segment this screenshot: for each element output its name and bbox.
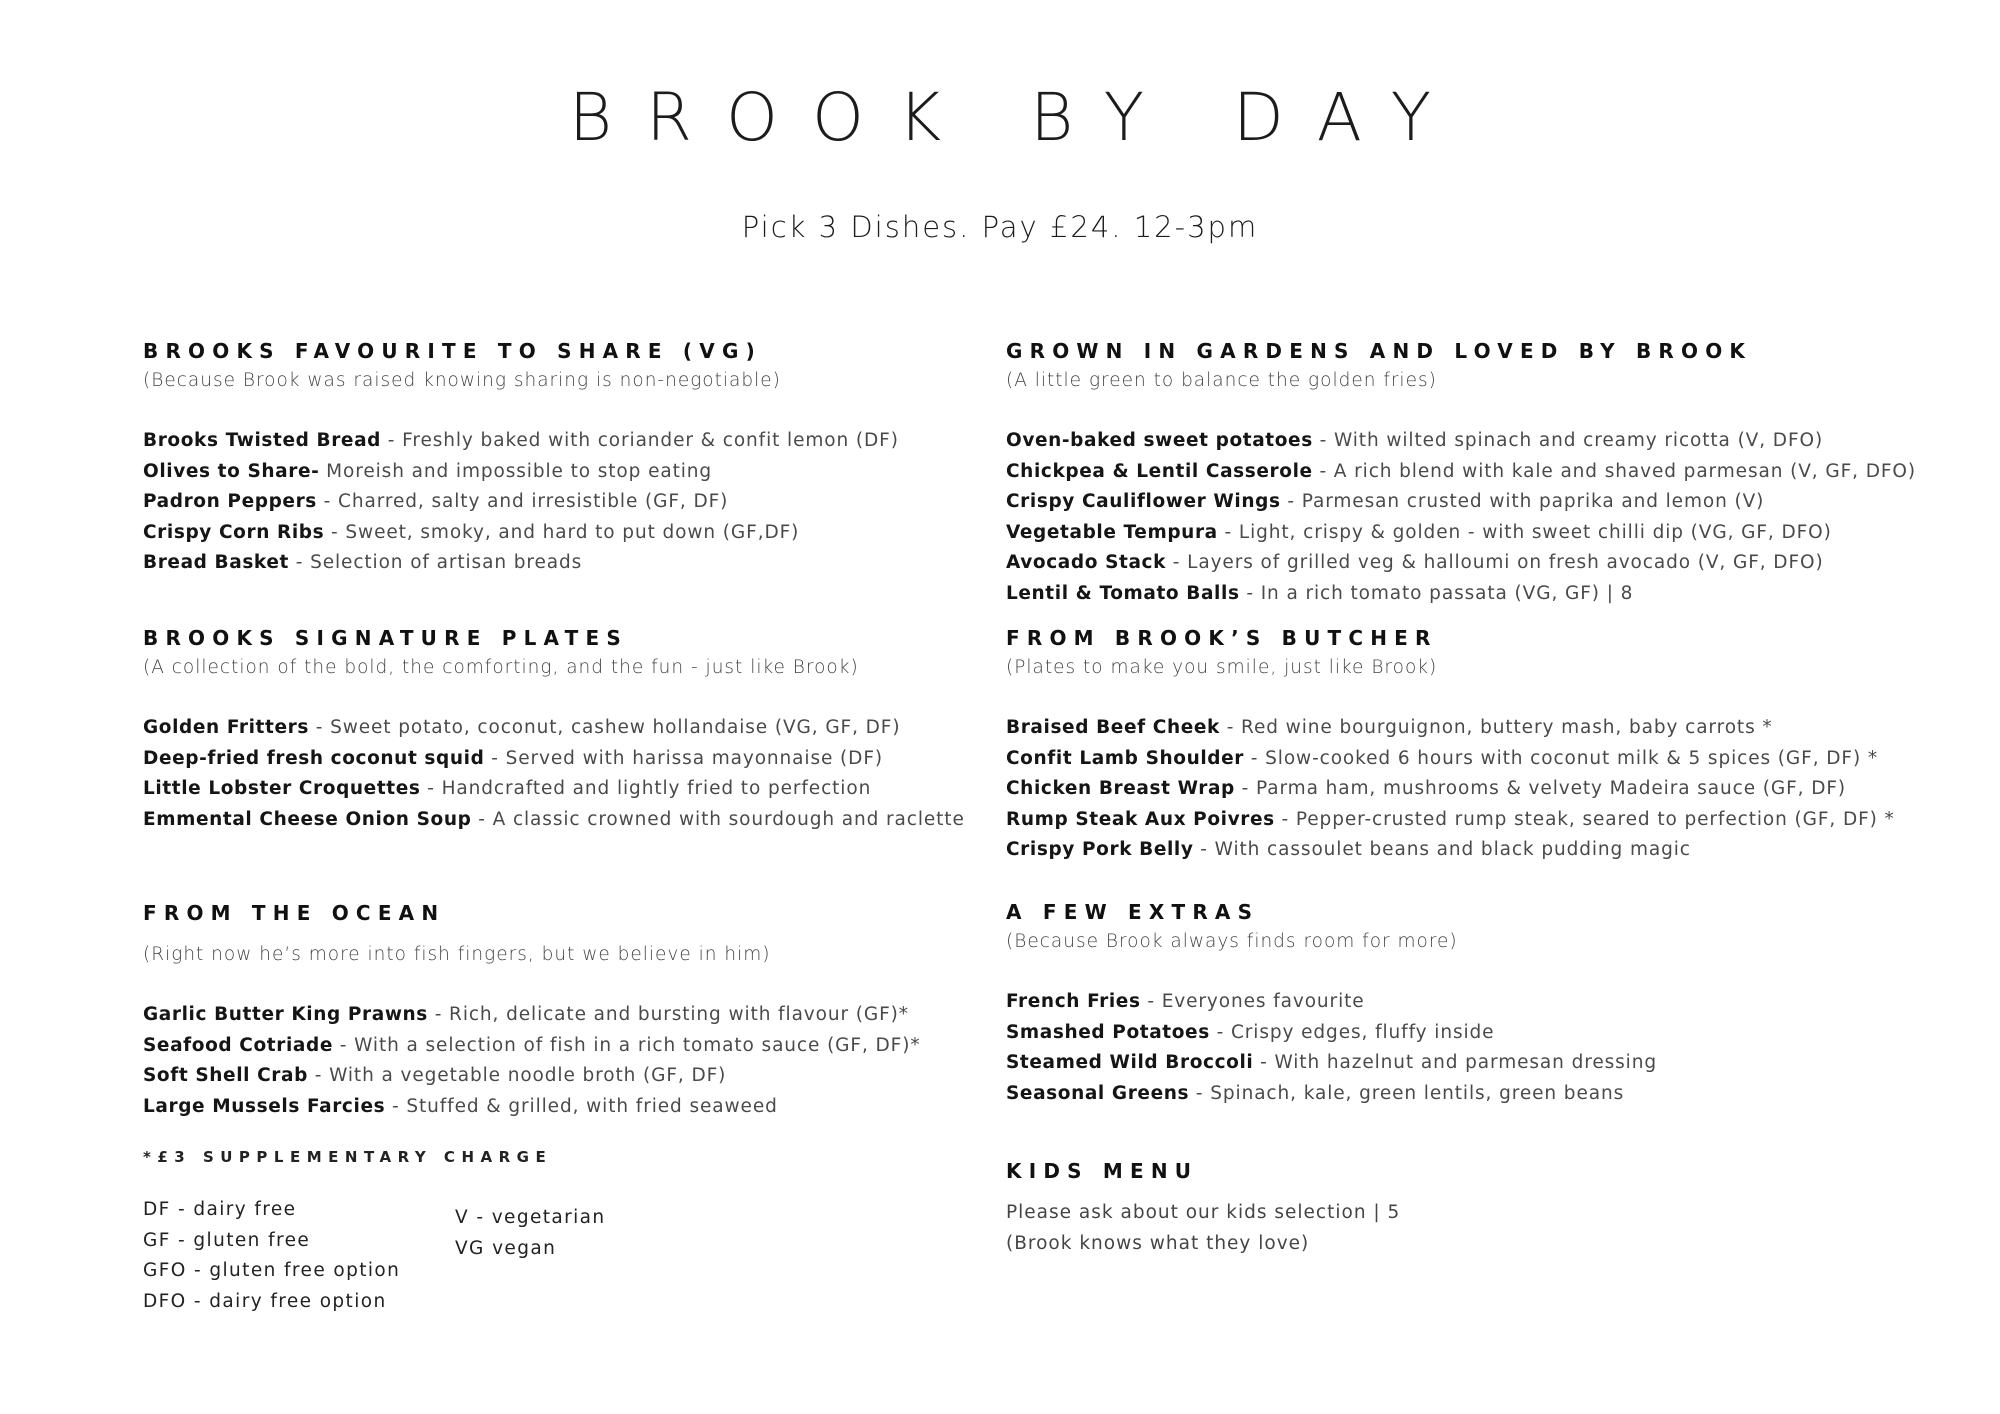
menu-item [1006, 835, 1866, 866]
section-note: (A collection of the bold, the comforting, and the fun - just like Brook) [143, 657, 859, 678]
kids-menu-note: (Brook knows what they love) [1006, 1232, 1310, 1254]
menu-list [1006, 987, 1866, 1109]
section-note: (A little green to balance the golden fries) [1006, 370, 1437, 391]
section-note: (Right now he’s more into fish fingers, but we believe in him) [143, 944, 771, 965]
menu-item [1006, 1048, 1866, 1079]
dish-name: Bread Basket [143, 552, 289, 573]
dish-desc: - Rich, delicate and bursting with flavour (GF)* [427, 1004, 909, 1025]
legend-entry: GF - gluten free [143, 1229, 311, 1251]
dish-desc: - Red wine bourguignon, buttery mash, baby carrots * [1219, 717, 1773, 738]
menu-item [1006, 487, 1866, 518]
dish-desc: - Freshly baked with coriander & confit lemon (DF) [381, 430, 899, 451]
dish-desc: - Sweet, smoky, and hard to put down (GF,DF) [324, 521, 800, 543]
dish-desc: - Charred, salty and irresistible (GF, DF) [316, 491, 729, 512]
section-share [143, 336, 1003, 579]
dish-name: Seasonal Greens [1006, 1082, 1190, 1104]
dish-desc: - Handcrafted and lightly fried to perfection [420, 778, 872, 799]
menu-item [143, 487, 1003, 518]
menu-list [1006, 713, 1895, 866]
section-ocean [143, 898, 1003, 1122]
section-heading: BROOKS SIGNATURE PLATES [143, 626, 628, 650]
supplementary-charge-note: *£3 SUPPLEMENTARY CHARGE [143, 1148, 553, 1166]
legend-entry: VG vegan [455, 1237, 557, 1259]
menu-list [143, 426, 1003, 579]
section-heading: BROOKS FAVOURITE TO SHARE (VG) [143, 339, 762, 363]
dish-desc: - In a rich tomato passata (VG, GF) | 8 [1239, 582, 1634, 604]
menu-item [1006, 1079, 1866, 1110]
dish-name: Golden Fritters [143, 717, 309, 738]
dish-name: Vegetable Tempura [1006, 521, 1218, 543]
dish-desc: - Parmesan crusted with paprika and lemon (V) [1280, 491, 1765, 512]
dish-name: Deep-fried fresh coconut squid [143, 747, 485, 769]
menu-item [143, 426, 1003, 457]
section-note: (Plates to make you smile, just like Brook) [1006, 657, 1438, 678]
dish-desc: - A classic crowned with sourdough and raclette [471, 808, 965, 830]
dish-desc: - Served with harissa mayonnaise (DF) [484, 747, 883, 769]
dish-name: Soft Shell Crab [143, 1065, 308, 1086]
menu-item [143, 1031, 1003, 1062]
menu-item [143, 805, 1003, 836]
dish-name: Padron Peppers [143, 491, 317, 512]
dish-name: Olives to Share- [143, 460, 320, 482]
menu-item [1006, 744, 1878, 775]
section-signature [143, 623, 1003, 835]
menu-item [143, 713, 1003, 744]
legend-entry: DF - dairy free [143, 1199, 297, 1220]
dish-name: Emmental Cheese Onion Soup [143, 808, 472, 830]
section-note: (Because Brook was raised knowing sharing is non-negotiable) [143, 370, 781, 391]
menu-item [1006, 713, 1866, 744]
section-heading: FROM THE OCEAN [143, 901, 446, 925]
dish-name: Little Lobster Croquettes [143, 778, 421, 799]
dish-name: Lentil & Tomato Balls [1006, 582, 1240, 604]
section-butcher [1006, 623, 1895, 866]
dish-name: Confit Lamb Shoulder [1006, 747, 1244, 769]
dietary-legend-left [143, 1195, 400, 1317]
dish-desc: - Crispy edges, fluffy inside [1209, 1021, 1495, 1043]
dish-name: Large Mussels Farcies [143, 1095, 386, 1117]
section-heading: GROWN IN GARDENS AND LOVED BY BROOK [1006, 339, 1753, 363]
dish-desc: - Sweet potato, coconut, cashew hollandaise (VG, GF, DF) [308, 717, 901, 738]
section-gardens [1006, 336, 1916, 609]
menu-item [143, 1092, 1003, 1123]
legend-entry: DFO - dairy free option [143, 1290, 387, 1312]
menu-list [143, 1000, 1003, 1122]
dish-desc: - Light, crispy & golden - with sweet chilli dip (VG, GF, DFO) [1217, 521, 1832, 543]
dish-name: Brooks Twisted Bread [143, 430, 382, 451]
kids-menu-text: Please ask about our kids selection | 5 [1006, 1202, 1401, 1223]
dish-desc: - With hazelnut and parmesan dressing [1253, 1052, 1657, 1073]
dish-desc: - With cassoulet beans and black pudding magic [1193, 839, 1691, 860]
dietary-legend-right [455, 1203, 606, 1264]
dish-name: Crispy Corn Ribs [143, 521, 325, 543]
dish-name: Garlic Butter King Prawns [143, 1004, 428, 1025]
dish-desc: - Spinach, kale, green lentils, green beans [1189, 1082, 1625, 1104]
menu-item [143, 744, 1003, 775]
dish-desc: - Parma ham, mushrooms & velvety Madeira sauce (GF, DF) [1234, 778, 1847, 799]
menu-item [143, 548, 1003, 579]
menu-item [1006, 457, 1916, 488]
dish-name: Chicken Breast Wrap [1006, 778, 1235, 799]
legend-entry: V - vegetarian [455, 1207, 606, 1228]
menu-item [1006, 1018, 1866, 1049]
dish-desc: - A rich blend with kale and shaved parmesan (V, GF, DFO) [1312, 460, 1916, 482]
dish-name: Smashed Potatoes [1006, 1021, 1210, 1043]
menu-item [1006, 805, 1895, 836]
dish-desc: Moreish and impossible to stop eating [319, 460, 713, 482]
menu-item [143, 457, 1003, 488]
page-subtitle: Pick 3 Dishes. Pay £24. 12-3pm [741, 210, 1259, 244]
menu-list [143, 713, 1003, 835]
dish-name: French Fries [1006, 991, 1141, 1012]
section-heading: KIDS MENU [1006, 1159, 1199, 1183]
dish-name: Braised Beef Cheek [1006, 717, 1220, 738]
section-extras [1006, 897, 1866, 1109]
menu-item [1006, 987, 1866, 1018]
menu-item [1006, 518, 1866, 549]
dish-name: Avocado Stack [1006, 552, 1166, 573]
dish-desc: - Everyones favourite [1140, 991, 1365, 1012]
dish-desc: - With wilted spinach and creamy ricotta (V, DFO) [1312, 430, 1824, 451]
dish-desc: - With a selection of fish in a rich tomato sauce (GF, DF)* [332, 1034, 921, 1056]
section-kids [1006, 1156, 1866, 1259]
dish-name: Oven-baked sweet potatoes [1006, 430, 1313, 451]
menu-item [1006, 774, 1866, 805]
menu-item [143, 1000, 1003, 1031]
dish-desc: - Selection of artisan breads [288, 552, 583, 573]
dish-desc: - With a vegetable noodle broth (GF, DF) [307, 1065, 727, 1086]
dish-name: Seafood Cotriade [143, 1034, 333, 1056]
dish-desc: - Pepper-crusted rump steak, seared to perfection (GF, DF) * [1274, 808, 1895, 830]
menu-item [143, 1061, 1003, 1092]
dish-desc: - Stuffed & grilled, with fried seaweed [385, 1095, 778, 1117]
menu-item [143, 518, 1003, 549]
dish-name: Crispy Pork Belly [1006, 839, 1194, 860]
menu-item [1006, 426, 1866, 457]
legend-entry: GFO - gluten free option [143, 1260, 401, 1281]
section-note: (Because Brook always finds room for more) [1006, 931, 1458, 952]
dish-name: Crispy Cauliflower Wings [1006, 491, 1281, 512]
menu-item [1006, 548, 1866, 579]
dish-name: Chickpea & Lentil Casserole [1006, 460, 1313, 482]
dish-name: Rump Steak Aux Poivres [1006, 808, 1275, 830]
menu-list [1006, 426, 1916, 609]
page-title: BROOK BY DAY [568, 79, 1466, 156]
menu-item [143, 774, 1003, 805]
section-heading: A FEW EXTRAS [1006, 900, 1260, 924]
section-heading: FROM BROOK’S BUTCHER [1006, 626, 1438, 650]
dish-desc: - Layers of grilled veg & halloumi on fresh avocado (V, GF, DFO) [1166, 552, 1824, 573]
menu-item [1006, 579, 1866, 610]
dish-desc: - Slow-cooked 6 hours with coconut milk & 5 spices (GF, DF) * [1244, 747, 1878, 769]
dish-name: Steamed Wild Broccoli [1006, 1052, 1254, 1073]
